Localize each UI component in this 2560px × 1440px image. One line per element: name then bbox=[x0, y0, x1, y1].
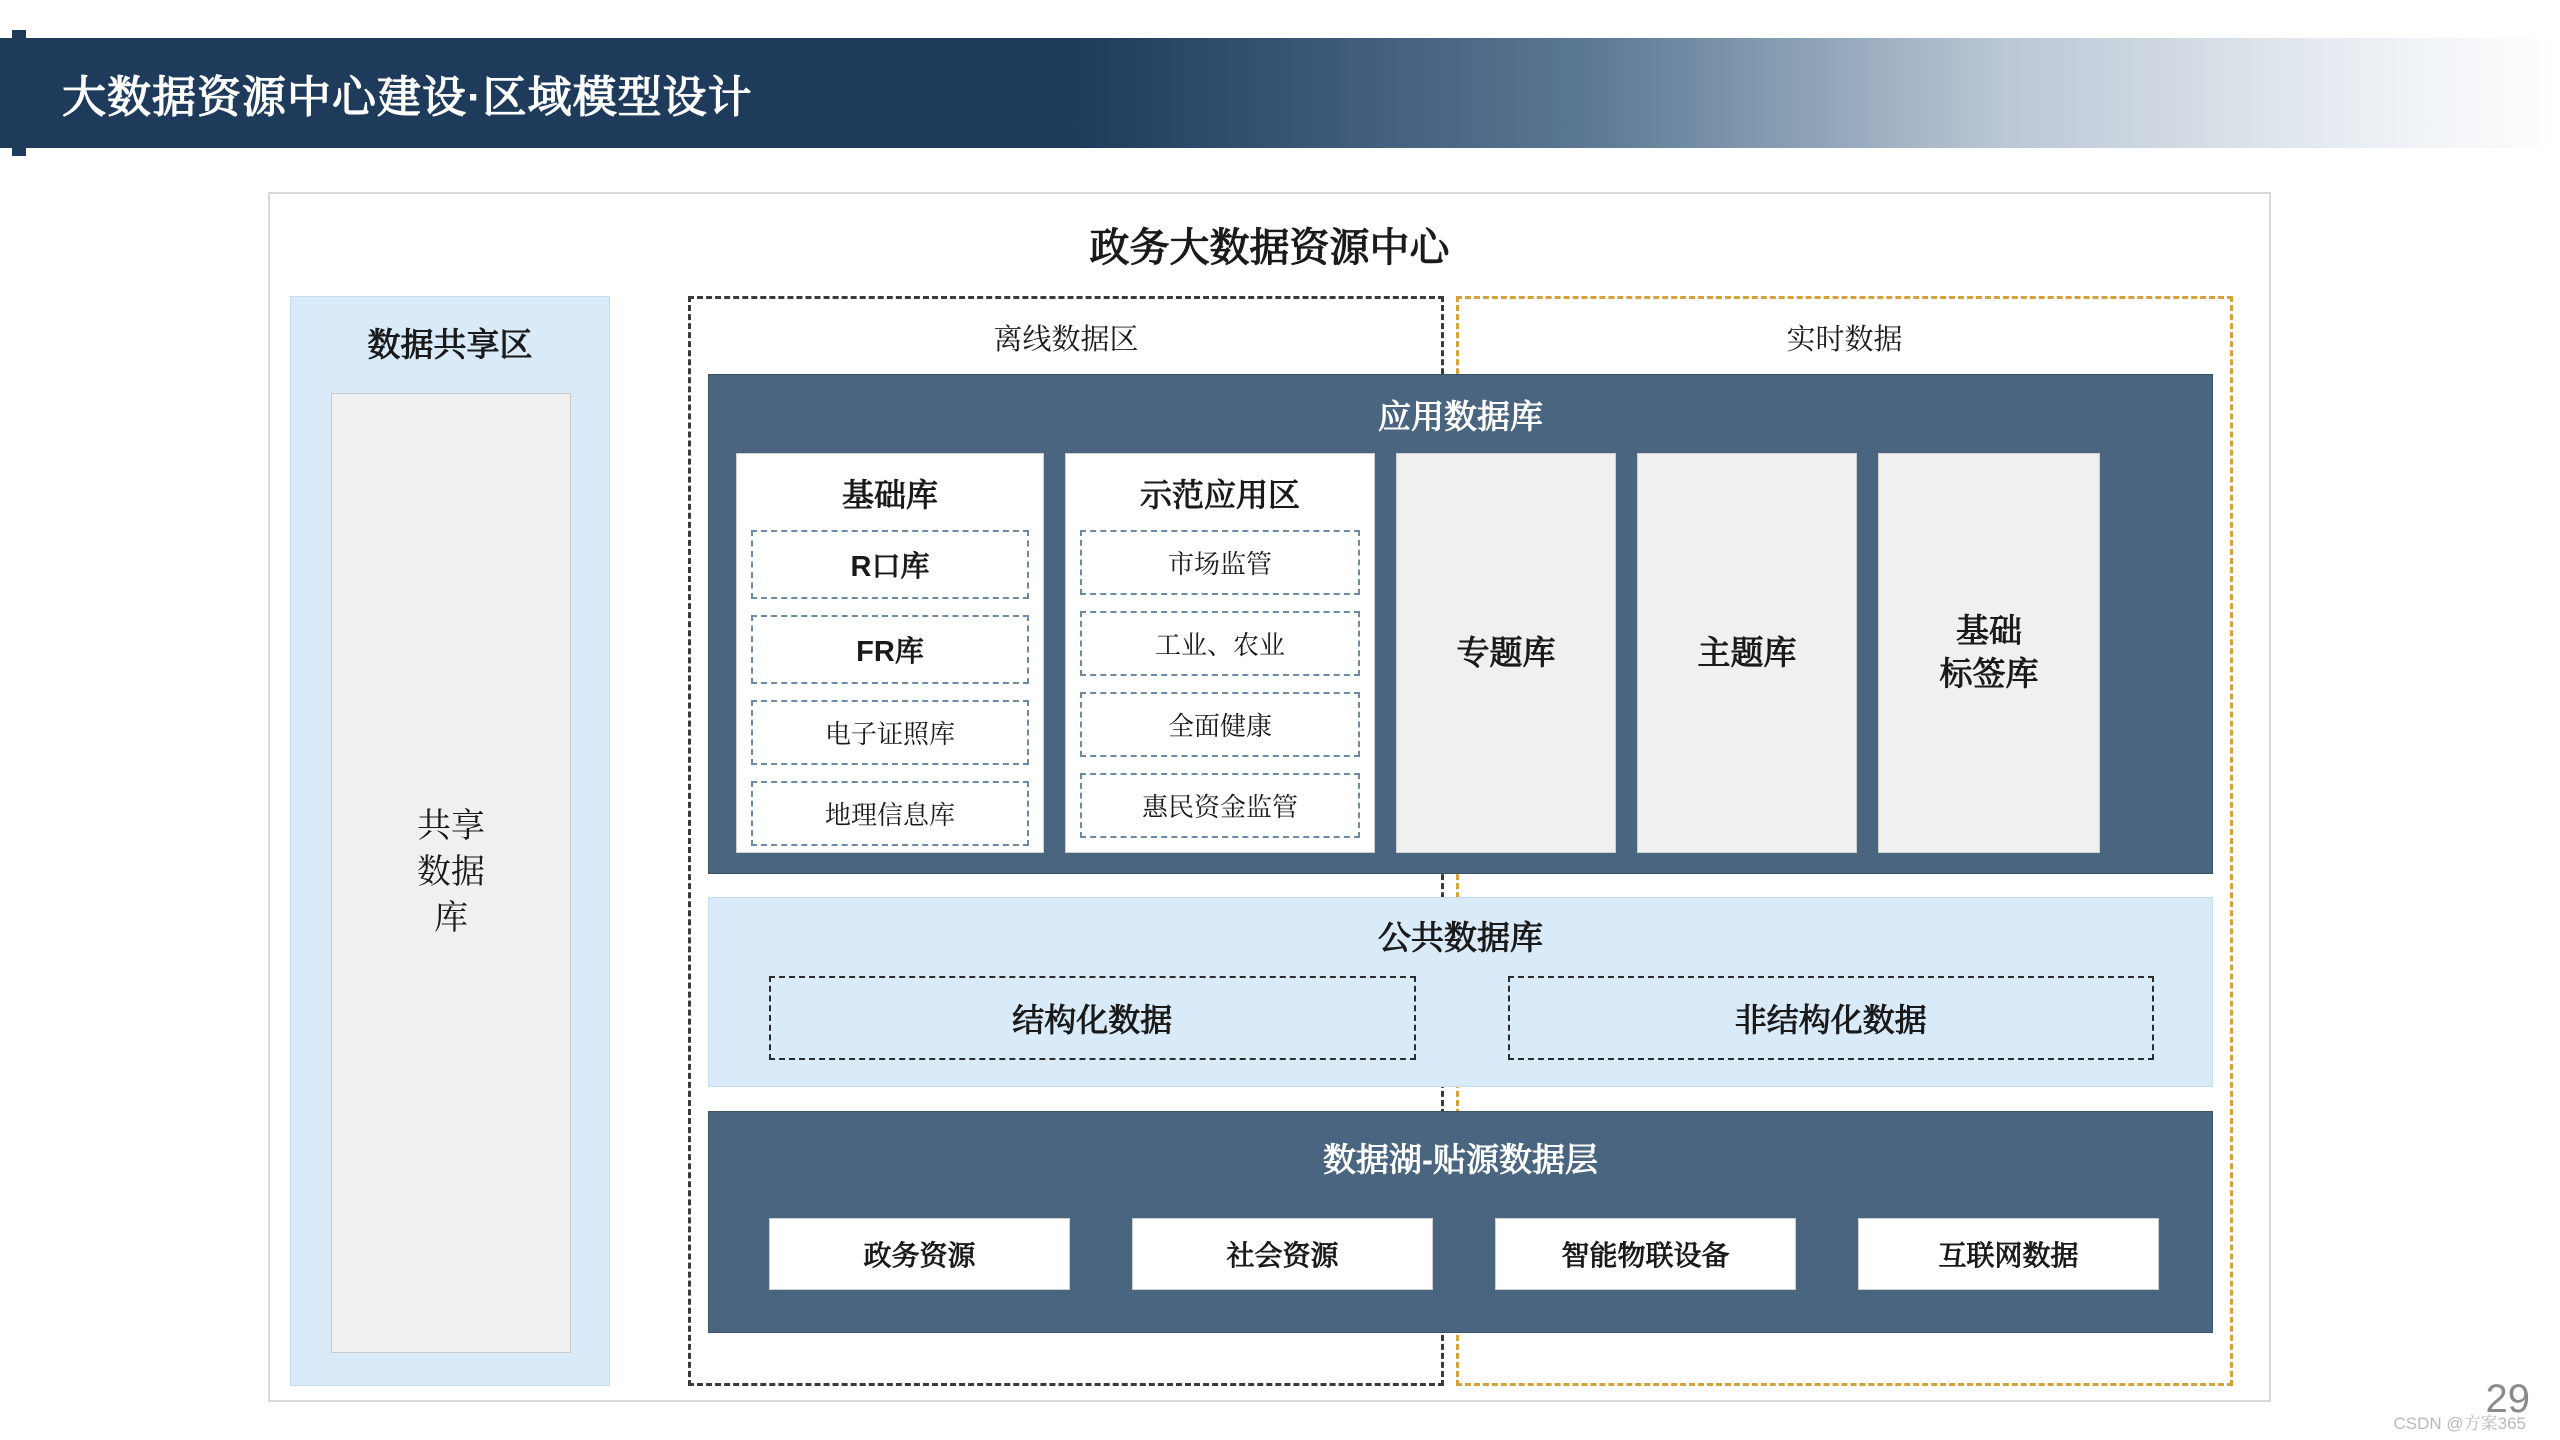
demo-application-title: 示范应用区 bbox=[1139, 477, 1300, 513]
share-zone bbox=[290, 296, 610, 1386]
demo-application-item-1: 市场监管 bbox=[1080, 530, 1360, 595]
data-lake-item-4: 互联网数据 bbox=[1858, 1218, 2159, 1290]
basic-library-item-2: FR库 bbox=[751, 615, 1029, 684]
thematic-library-column bbox=[1396, 453, 1616, 853]
panel-title: 政务大数据资源中心 bbox=[1089, 226, 1450, 270]
demo-application-item-2: 工业、农业 bbox=[1080, 611, 1360, 676]
basic-library-title: 基础库 bbox=[841, 477, 938, 513]
demo-application-item-3: 全面健康 bbox=[1080, 692, 1360, 757]
application-database-columns bbox=[736, 453, 2187, 853]
data-lake-box bbox=[708, 1111, 2213, 1333]
subject-library-label: 主题库 bbox=[1697, 633, 1797, 671]
basic-library-column bbox=[736, 453, 1044, 853]
region-offline-label: 离线数据区 bbox=[993, 324, 1139, 356]
public-database-box bbox=[708, 897, 2213, 1087]
data-lake-item-2: 社会资源 bbox=[1132, 1218, 1433, 1290]
basic-library-item-3: 电子证照库 bbox=[751, 700, 1029, 765]
application-database-title: 应用数据库 bbox=[1378, 398, 1543, 435]
data-lake-items bbox=[769, 1218, 2159, 1290]
share-zone-title: 数据共享区 bbox=[367, 326, 533, 363]
data-lake-item-1: 政务资源 bbox=[769, 1218, 1070, 1290]
data-lake-title: 数据湖-贴源数据层 bbox=[1323, 1141, 1598, 1178]
watermark: CSDN @方案365 bbox=[2393, 1414, 2526, 1433]
public-database-item-unstructured: 非结构化数据 bbox=[1508, 976, 2155, 1060]
public-database-title: 公共数据库 bbox=[1378, 919, 1543, 956]
shared-database-line-1: 共享 bbox=[417, 807, 485, 846]
shared-database-label bbox=[417, 804, 485, 942]
basic-library-item-1: R口库 bbox=[751, 530, 1029, 599]
demo-application-item-4: 惠民资金监管 bbox=[1080, 773, 1360, 838]
header-bar bbox=[0, 38, 2560, 148]
thematic-library-label: 专题库 bbox=[1456, 633, 1556, 671]
basic-library-item-4: 地理信息库 bbox=[751, 781, 1029, 846]
page-title: 大数据资源中心建设·区域模型设计 bbox=[62, 73, 753, 122]
shared-database-line-3: 库 bbox=[434, 898, 468, 937]
shared-database-line-2: 数据 bbox=[417, 853, 485, 892]
public-database-item-structured: 结构化数据 bbox=[769, 976, 1416, 1060]
page-number: 29 bbox=[2485, 1377, 2530, 1421]
data-lake-item-3: 智能物联设备 bbox=[1495, 1218, 1796, 1290]
basic-tag-library-line-2: 标签库 bbox=[1939, 655, 2039, 692]
subject-library-column bbox=[1637, 453, 1857, 853]
public-database-items bbox=[769, 976, 2154, 1060]
region-realtime-label: 实时数据 bbox=[1786, 324, 1903, 356]
basic-tag-library-label bbox=[1940, 610, 2039, 696]
demo-application-column bbox=[1065, 453, 1375, 853]
basic-tag-library-column bbox=[1878, 453, 2100, 853]
basic-tag-library-line-1: 基础 bbox=[1956, 612, 2022, 650]
shared-database-box bbox=[331, 393, 571, 1353]
main-panel bbox=[268, 192, 2271, 1402]
application-database-box bbox=[708, 374, 2213, 874]
